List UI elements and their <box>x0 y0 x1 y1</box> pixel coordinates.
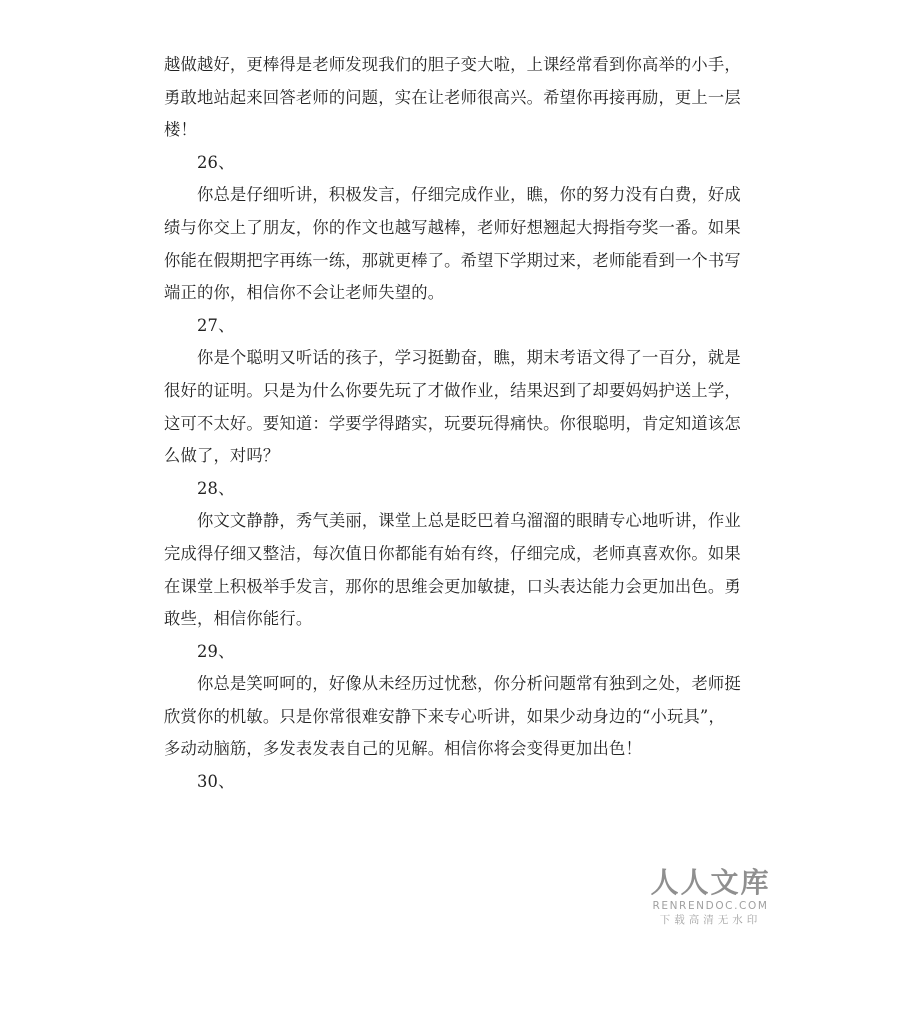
item-number: 28、 <box>197 478 235 498</box>
text-line: 很好的证明。只是为什么你要先玩了才做作业，结果迟到了却要妈妈护送上学， <box>164 380 741 400</box>
item-number: 26、 <box>197 152 235 172</box>
item-number: 27、 <box>197 315 235 335</box>
text-line: 绩与你交上了朋友，你的作文也越写越棒，老师好想翘起大拇指夸奖一番。如果 <box>164 217 741 237</box>
item-number: 29、 <box>197 641 235 661</box>
text-line: 么做了，对吗？ <box>164 446 280 466</box>
text-line: 在课堂上积极举手发言，那你的思维会更加敏捷，口头表达能力会更加出色。勇 <box>164 576 741 596</box>
text-line: 楼！ <box>164 120 197 140</box>
text-line: 欣赏你的机敏。只是你常很难安静下来专心听讲，如果少动身边的“小玩具”， <box>164 706 725 726</box>
text-line: 你是个聪明又听话的孩子，学习挺勤奋，瞧，期末考语文得了一百分，就是 <box>197 348 741 368</box>
text-line: 多动动脑筋，多发表发表自己的见解。相信你将会变得更加出色！ <box>164 739 642 759</box>
watermark-domain: RENRENDOC.COM <box>652 900 769 912</box>
text-line: 勇敢地站起来回答老师的问题，实在让老师很高兴。希望你再接再励，更上一层 <box>164 87 741 107</box>
text-line: 完成得仔细又整洁，每次值日你都能有始有终，仔细完成，老师真喜欢你。如果 <box>164 543 741 563</box>
watermark-title: 人人文库 <box>650 866 771 899</box>
item-number: 30、 <box>197 772 235 792</box>
text-line: 端正的你，相信你不会让老师失望的。 <box>164 283 445 303</box>
text-line: 越做越好，更棒得是老师发现我们的胆子变大啦，上课经常看到你高举的小手， <box>164 55 741 74</box>
watermark-subtitle: 下载高清无水印 <box>659 914 762 926</box>
text-line: 你总是仔细听讲，积极发言，仔细完成作业，瞧，你的努力没有白费，好成 <box>197 185 741 205</box>
text-line: 敢些，相信你能行。 <box>164 609 313 629</box>
text-line: 你总是笑呵呵的，好像从未经历过忧愁，你分析问题常有独到之处，老师挺 <box>197 674 741 694</box>
text-line: 这可不太好。要知道：学要学得踏实，玩要玩得痛快。你很聪明，肯定知道该怎 <box>164 413 741 433</box>
document-body <box>164 49 748 799</box>
text-line: 你文文静静，秀气美丽，课堂上总是眨巴着乌溜溜的眼睛专心地听讲，作业 <box>197 511 741 531</box>
text-line: 你能在假期把字再练一练，那就更棒了。希望下学期过来，老师能看到一个书写 <box>164 250 741 270</box>
watermark-logo <box>648 866 773 928</box>
